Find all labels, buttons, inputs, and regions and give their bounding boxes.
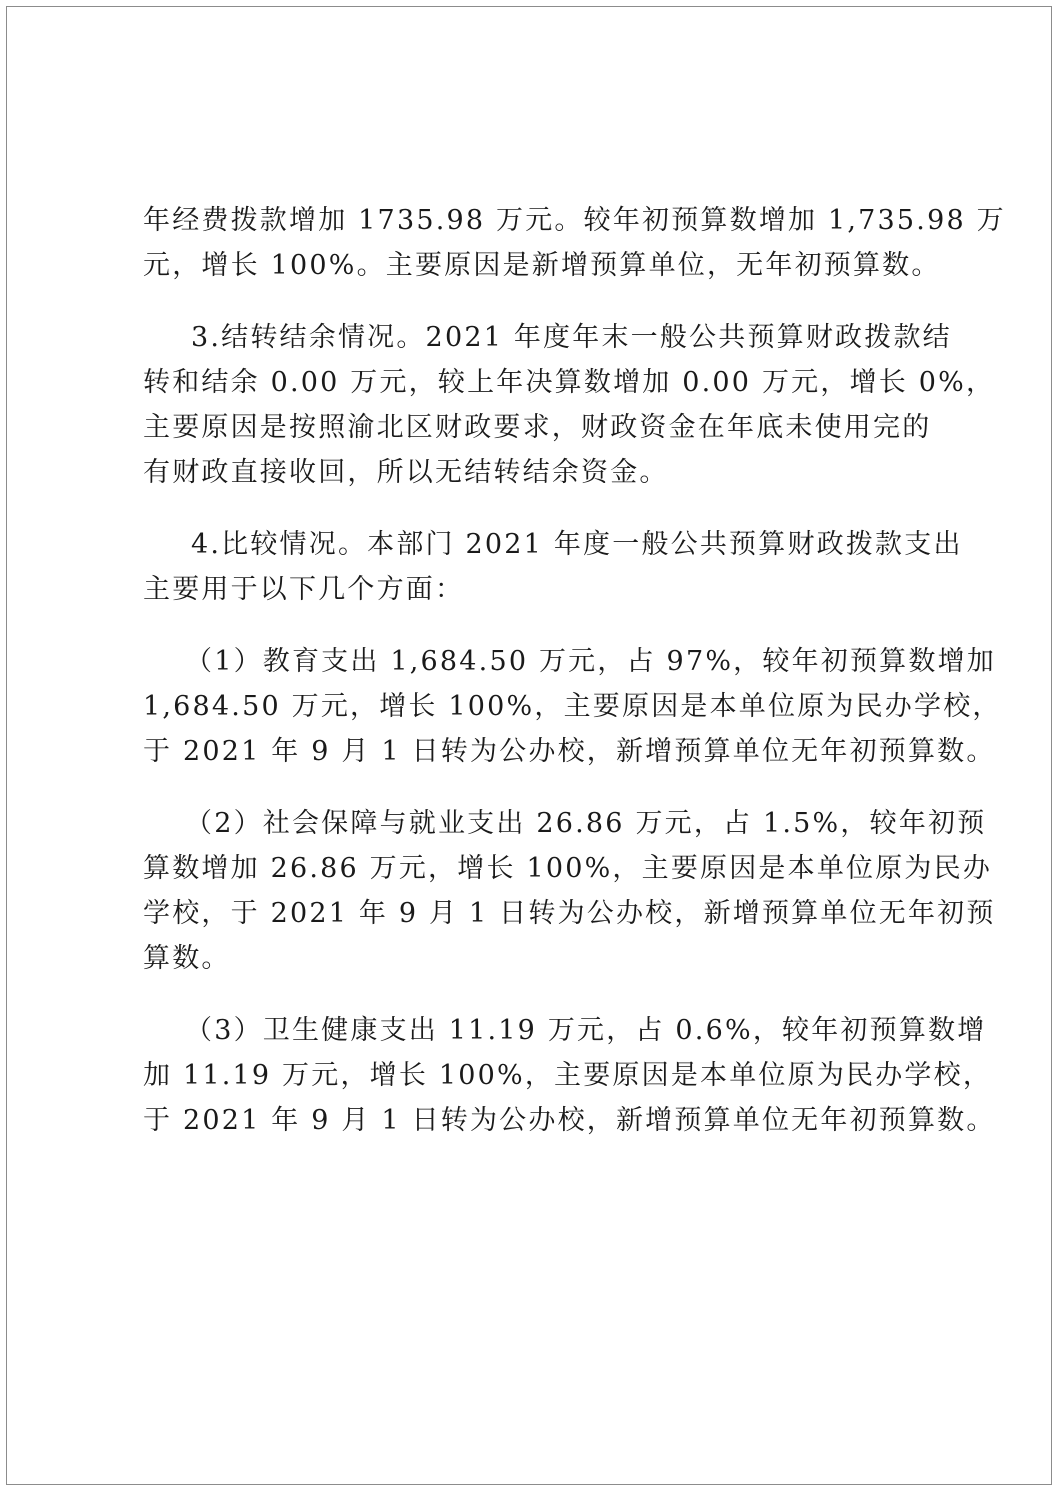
document-body (143, 198, 1006, 1143)
paragraph-comparison-body (143, 567, 918, 612)
paragraph-social-security (143, 801, 987, 846)
paragraph-carryover-body (143, 360, 996, 495)
paragraph-gap (143, 774, 918, 801)
text-line: 于 2021 年 9 月 1 日转为公办校，新增预算单位无年初预算数。 (143, 736, 996, 767)
text-line: 加 11.19 万元，增长 100%，主要原因是本单位原为民办学校， (143, 1060, 993, 1091)
paragraph-gap (143, 981, 918, 1008)
paragraph-education (143, 639, 996, 684)
text-line: 算数增加 26.86 万元，增长 100%，主要原因是本单位原为民办 (143, 853, 993, 884)
paragraph-budget-increase (143, 198, 1006, 288)
text-line: 4.比较情况。本部门 2021 年度一般公共预算财政拨款支出 (191, 529, 963, 560)
text-line: 主要用于以下几个方面： (143, 574, 465, 605)
paragraph-gap (143, 495, 918, 522)
text-line: 有财政直接收回，所以无结转结余资金。 (143, 457, 669, 488)
paragraph-health-body (143, 1053, 996, 1143)
text-line: （1）教育支出 1,684.50 万元，占 97%，较年初预算数增加 (185, 646, 996, 677)
paragraph-health (143, 1008, 987, 1053)
paragraph-gap (143, 612, 918, 639)
paragraph-carryover (143, 315, 952, 360)
text-line: 于 2021 年 9 月 1 日转为公办校，新增预算单位无年初预算数。 (143, 1105, 996, 1136)
paragraph-comparison (143, 522, 963, 567)
text-line: （3）卫生健康支出 11.19 万元，占 0.6%，较年初预算数增 (185, 1015, 987, 1046)
text-line: 学校，于 2021 年 9 月 1 日转为公办校，新增预算单位无年初预 (143, 898, 996, 929)
text-line: 算数。 (143, 943, 231, 974)
text-line: 3.结转结余情况。2021 年度年末一般公共预算财政拨款结 (191, 322, 952, 353)
text-line: 元，增长 100%。主要原因是新增预算单位，无年初预算数。 (143, 250, 941, 281)
text-line: 主要原因是按照渝北区财政要求，财政资金在年底未使用完的 (143, 412, 932, 443)
paragraph-social-security-body (143, 846, 996, 981)
text-line: 年经费拨款增加 1735.98 万元。较年初预算数增加 1,735.98 万 (143, 205, 1006, 236)
text-line: 转和结余 0.00 万元，较上年决算数增加 0.00 万元，增长 0%， (143, 367, 996, 398)
paragraph-education-body (143, 684, 1002, 774)
text-line: （2）社会保障与就业支出 26.86 万元，占 1.5%，较年初预 (185, 808, 987, 839)
text-line: 1,684.50 万元，增长 100%，主要原因是本单位原为民办学校， (143, 691, 1002, 722)
paragraph-gap (143, 288, 918, 315)
